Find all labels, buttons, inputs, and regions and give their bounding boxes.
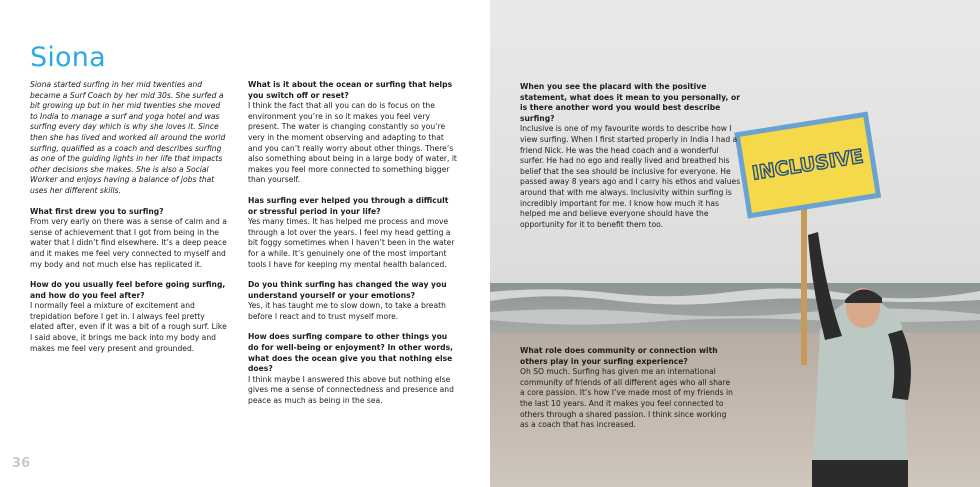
answer-5: Yes, it has taught me to slow down, to take a breath before I react and to trust myself more. [248, 301, 446, 321]
answer-1: From very early on there was a sense of calm and a sense of achievement that I got from being in the water that I didn’t find elsewhere. It’s a deep peace and it makes me feel very connected to myself and my body and not much else has replicated it. [30, 217, 227, 269]
beach-photo [490, 0, 980, 487]
placard [737, 114, 878, 215]
question-6: How does surfing compare to other things you do for well-being or enjoyment? In other words, what does the ocean give you that nothing else does? [248, 332, 453, 374]
answer-6: I think maybe I answered this above but nothing else gives me a sense of connectedness and presence and peace as much as being in the sea. [248, 374, 454, 406]
intro-paragraph: Siona started surfing in her mid twenties and became a Surf Coach by her mid 30s. She surfed a bit growing up but in her mid twenties she moved to India to manage a surf and yoga hotel and was surfing every day which is why she loves it. Since then she has lived and worked all around the world surfing, qualified as a coach and describes surfing as one of the guiding lights in her life that impacts other decisions she makes. She is also a Social Worker and enjoys having a balance of jobs that uses her different skills. [30, 80, 226, 195]
page-title: Siona [30, 42, 106, 73]
answer-2: I normally feel a mixture of excitement and trepidation before I get in. I always feel pretty elated after, even if it was a bit of a rough surf. Like I said above, it brings me back into my body and makes me feel very present and grounded. [30, 301, 227, 353]
question-4: Has surfing ever helped you through a difficult or stressful period in your life? [248, 195, 449, 216]
qa-block-6 [248, 332, 460, 406]
qa-block-2 [30, 280, 230, 354]
placard-text: INCLUSIVE [750, 145, 865, 185]
question-7: When you see the placard with the positive statement, what does it mean to you personally, or is there another word you would best describe surfing? [520, 82, 740, 123]
qa-block-3 [248, 80, 460, 186]
question-5: Do you think surfing has changed the way you understand yourself or your emotions? [248, 280, 447, 300]
column-1 [30, 80, 230, 364]
community-answer-block [520, 346, 736, 431]
question-2: How do you usually feel before going surfing, and how do you feel after? [30, 280, 226, 300]
answer-8: Oh SO much. Surfing has given me an international community of friends of all different ages who all share a core passion. It’s how I’ve made most of my friends in the last 10 years. And it makes you feel connected to others through a shared passion. I think since working as a coach that has increased. [520, 367, 733, 430]
column-2 [248, 80, 460, 417]
question-3: What is it about the ocean or surfing that helps you switch off or reset? [248, 80, 453, 100]
question-8: What role does community or connection with others play in your surfing experience? [520, 346, 718, 366]
answer-7: Inclusive is one of my favourite words to describe how I view surfing. When I first started properly in India I had a friend Nick. He was the head coach and a wonderful surfer. He had no ego and really lived and breathed his belief that the sea should be inclusive for everyone. He passed away 8 years ago and I carry his ethos and values around that with me always. Inclusivity within surfing is incredibly important for me. I know how much it has helped me and believe everyone should have the opportunity for it to benefit them too. [520, 124, 741, 229]
answer-3: I think the fact that all you can do is focus on the environment you’re in so it makes you feel very present. The water is changing constantly so you’re very in the moment observing and adapting to that and you can’t really worry about other things. There’s also something about being in a large body of water, it makes you feel more connected to something bigger than yourself. [248, 101, 457, 185]
qa-block-5 [248, 280, 460, 322]
placard-answer-block [520, 82, 742, 230]
page-number: 36 [12, 456, 31, 471]
answer-4: Yes many times. It has helped me process and move through a lot over the years. I feel my head getting a bit foggy sometimes when I haven’t been in the water for a while. It’s genuinely one of the most important tools I have for keeping my mental health balanced. [248, 217, 455, 269]
person-wetsuit [812, 460, 908, 487]
qa-block-1 [30, 207, 230, 271]
question-1: What first drew you to surfing? [30, 206, 164, 216]
qa-block-4 [248, 196, 460, 270]
